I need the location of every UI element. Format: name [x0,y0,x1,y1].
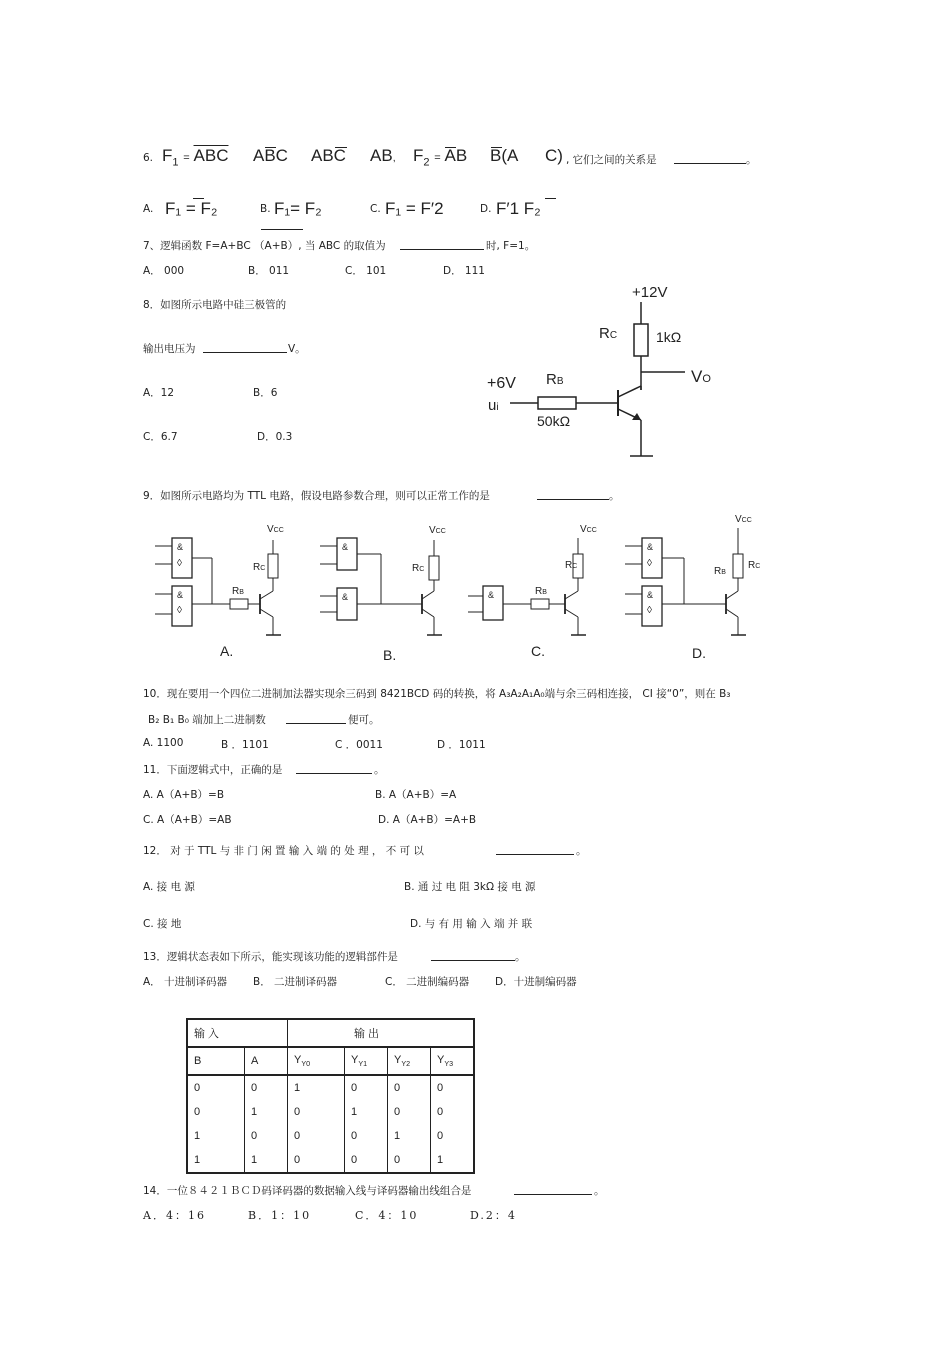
svg-text:RC: RC [565,560,578,571]
q14-option-d: D.2：4 [470,1209,517,1222]
q9-b-rc [429,556,439,580]
q6-f2-term2-bar [491,147,502,148]
q10-option-b: B ．1101 [221,739,269,751]
svg-text:VCC: VCC [429,525,446,536]
q6-f2-term2: B(A [490,146,519,165]
q13-col-y3: $Y_{Y3}$ [431,1047,475,1075]
q8-unit: V。 [288,343,306,355]
svg-text:&: & [488,590,495,600]
q13-output-header: 输 出 [288,1019,475,1047]
q10-answer-blank[interactable] [286,713,346,724]
q14-stem: 14．一位８４２１ＢＣＤ码译码器的数据输入线与译码器输出线组合是 [143,1185,472,1197]
q6-option-a-expr: F₁ = F₂ [165,199,218,218]
q6-option-a-bar [193,198,204,199]
q6-term4: AB, [370,146,396,165]
svg-text:RC: RC [253,562,266,573]
q7-answer-blank[interactable] [400,239,484,250]
q9-circuit-a [150,520,295,665]
svg-text:RB: RB [232,586,244,597]
q8-stem: 8．如图所示电路中硅三极管的 [143,299,287,311]
q7-stem: 7、逻辑函数 F=A+BC （A+B）, 当 ABC 的取值为 [143,240,386,252]
q12-option-d: D. 与 有 用 输 入 端 并 联 [410,918,533,930]
q10-stem2a: B₂ B₁ B₀ 端加上二进制数 [148,714,266,726]
svg-text:&: & [342,542,349,552]
q8-circuit-diagram [480,280,740,465]
svg-text:VCC: VCC [735,514,752,525]
q6-option-b-letter: B. [260,203,271,215]
q8-rb-value: 50kΩ [537,413,571,429]
q12-answer-blank[interactable] [496,844,574,855]
q9-c-rb [531,599,549,609]
q8-rc-value: 1kΩ [656,329,682,345]
q13-truth-table [186,1018,475,1174]
q11-option-b: B. A（A+B）=A [375,789,457,801]
q7-end: 时, F=1。 [486,240,536,252]
q13-col-b: B [187,1047,245,1075]
q7-overline [261,229,303,230]
q14-option-b: B．1：10 [248,1209,312,1222]
q13-option-c: C． 二进制编码器 [385,976,470,988]
q6-f2-expression: $F_2$ = AB [413,146,468,169]
svg-text:◊: ◊ [177,558,182,569]
q13-option-a: A． 十进制译码器 [143,976,228,988]
q6-answer-blank[interactable] [674,153,746,164]
q6-stem: , 它们之间的关系是 [566,154,657,166]
q9-option-b-label: B. [383,647,397,663]
q13-end: 。 [515,951,526,963]
q8-rc-label: RC [599,325,618,342]
q9-a-rc [268,554,278,578]
q9-option-c-label: C. [531,643,545,659]
svg-text:RC: RC [748,560,761,571]
q8-vo-label: VO [691,367,711,386]
q12-option-a: A. 接 电 源 [143,881,195,893]
q10-stem: 10．现在要用一个四位二进制加法器实现余三码到 8421BCD 码的转换，将 A₃A₂A₁A₀端与余三码相连接， CI 接“0”，则在 B₃ [143,688,731,700]
q10-option-a: A. 1100 [143,737,184,749]
q13-col-y1: $Y_{Y1}$ [345,1047,388,1075]
q6-f1-sub: 1 [172,156,179,169]
svg-text:◊: ◊ [647,558,652,569]
q14-option-c: C．4：10 [355,1209,419,1222]
q12-end: 。 [576,845,587,857]
svg-text:RB: RB [535,586,547,597]
q9-d-rc [733,554,743,578]
q12-option-b: B. 通 过 电 阻 3kΩ 接 电 源 [404,881,536,893]
svg-text:RB: RB [714,566,726,577]
q7-option-c: C． 101 [345,265,387,277]
q6-term3-bar [335,147,347,148]
q6-term2: ABC [253,146,288,165]
q13-option-b: B． 二进制译码器 [253,976,338,988]
q6-f1-label: F [162,146,173,165]
table-row: 0 0 1 0 0 0 [187,1075,474,1100]
q6-term1: $\overline{ABC}$ [193,146,229,165]
q8-rc-resistor [634,324,648,356]
table-row: 1 1 0 0 0 1 [187,1148,474,1173]
q9-circuit-d [620,510,770,665]
svg-text:VCC: VCC [580,524,597,535]
q10-stem2b: 便可。 [348,714,380,726]
svg-text:◊: ◊ [647,605,652,616]
q7-option-d: D． 111 [443,265,485,277]
q6-f2-bar [445,147,456,148]
q6-number: 6. [143,152,154,164]
q6-f2-term3: C) [545,146,563,165]
q6-end: 。 [746,154,757,166]
q8-option-b: B．6 [253,387,278,399]
q11-stem: 11．下面逻辑式中，正确的是 [143,764,283,776]
q6-eq: = [183,152,190,164]
svg-text:&: & [342,592,349,602]
q13-answer-blank[interactable] [431,950,515,961]
q9-option-d-label: D. [692,645,706,661]
q10-option-c: C ．0011 [335,739,383,751]
q13-input-header: 输 入 [187,1019,288,1047]
q6-option-a-letter: A. [143,203,154,215]
table-row: 1 0 0 0 1 0 [187,1124,474,1148]
q14-end: 。 [594,1185,605,1197]
q6-option-d-letter: D. [480,203,492,215]
q8-vcc-label: +12V [632,284,668,301]
q6-option-c-expr: F₁ = F′2 [385,199,444,218]
q13-table-group-header [187,1019,474,1047]
q6-option-b-expr: F₁= F₂ [274,199,322,218]
q13-col-a: A [245,1047,288,1075]
q9-end: 。 [609,490,620,502]
q9-circuit-b [315,520,460,665]
q12-stem: 12． 对 于 TTL 与 非 门 闲 置 输 入 端 的 处 理 ， 不 可 以 [143,845,424,857]
svg-text:&: & [177,542,184,552]
svg-text:&: & [177,590,184,600]
q8-vin-label: +6V [487,375,516,392]
q8-ui-label: ui [488,397,499,414]
svg-text:VCC: VCC [267,524,284,535]
q6-term2-bar [265,147,276,148]
q6-option-c-letter: C. [370,203,381,215]
q8-rb-resistor [538,397,576,409]
q7-option-a: A． 000 [143,265,185,277]
q7-option-b: B． 011 [248,265,290,277]
q6-option-d-bar [545,198,556,199]
svg-text:◊: ◊ [177,605,182,616]
q8-option-a: A．12 [143,387,175,399]
q8-option-c: C．6.7 [143,431,178,443]
q11-answer-blank[interactable] [296,763,372,774]
q6-term3: ABC [311,146,346,165]
q10-option-d: D ．1011 [437,739,486,751]
q13-col-y2: $Y_{Y2}$ [388,1047,431,1075]
q14-option-a: A．4：16 [143,1209,206,1222]
q14-answer-blank[interactable] [514,1184,592,1195]
q9-stem: 9．如图所示电路均为 TTL 电路，假设电路参数合理，则可以正常工作的是 [143,490,490,502]
q8-option-d: D．0.3 [257,431,293,443]
q9-option-a-label: A. [220,643,234,659]
q11-option-a: A. A（A+B）=B [143,789,225,801]
q13-table-column-header [187,1047,474,1075]
q6-f1-expression [162,146,228,168]
q13-option-d: D．十进制编码器 [495,976,577,988]
q11-option-d: D. A（A+B）=A+B [378,814,477,826]
q11-option-c: C. A（A+B）=AB [143,814,232,826]
q9-a-rb [230,599,248,609]
q11-end: 。 [374,764,385,776]
svg-text:RC: RC [412,563,425,574]
table-row: 0 1 0 1 0 0 [187,1100,474,1124]
q9-circuit-c [465,520,610,665]
q9-answer-blank[interactable] [537,489,609,500]
svg-text:&: & [647,542,654,552]
q6-option-d-expr: F′1 F₂ [496,199,541,218]
q8-answer-blank[interactable] [203,342,287,353]
q8-rb-label: RB [546,371,564,388]
q13-col-y0: $Y_{Y0}$ [288,1047,345,1075]
q13-stem: 13．逻辑状态表如下所示，能实现该功能的逻辑部件是 [143,951,398,963]
svg-text:&: & [647,590,654,600]
q8-stem2: 输出电压为 [143,343,196,355]
q12-option-c: C. 接 地 [143,918,182,930]
